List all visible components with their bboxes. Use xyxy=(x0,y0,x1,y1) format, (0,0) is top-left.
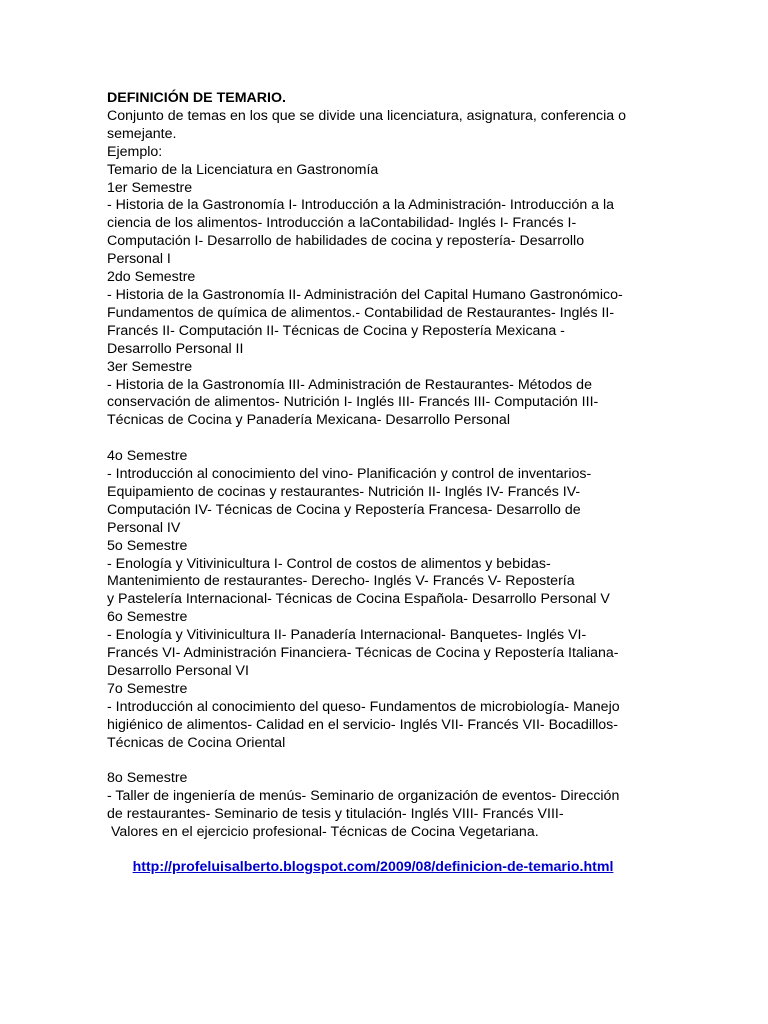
semester-line: conservación de alimentos- Nutrición I- Inglés III- Francés III- Computación III- xyxy=(107,394,599,411)
semester-heading: 4o Semestre xyxy=(107,448,188,465)
source-link-row xyxy=(107,859,639,877)
semester-line: Personal I xyxy=(107,251,171,268)
semester-line: Computación IV- Técnicas de Cocina y Repostería Francesa- Desarrollo de xyxy=(107,501,581,518)
blank-line xyxy=(107,430,667,448)
semester-heading: 3er Semestre xyxy=(107,358,193,375)
document-title: DEFINICIÓN DE TEMARIO. xyxy=(107,90,286,106)
source-link[interactable]: http://profeluisalberto.blogspot.com/2009/08/definicion-de-temario.html xyxy=(132,859,614,876)
semester-line: de restaurantes- Seminario de tesis y titulación- Inglés VIII- Francés VIII- xyxy=(107,806,564,823)
semester-line: Valores en el ejercicio profesional- Técnicas de Cocina Vegetariana. xyxy=(107,824,539,841)
definition-line: Conjunto de temas en los que se divide una licenciatura, asignatura, conferencia o xyxy=(107,107,626,124)
semester-line: y Pastelería Internacional- Técnicas de Cocina Española- Desarrollo Personal V xyxy=(107,591,610,608)
semester-heading: 5o Semestre xyxy=(107,537,188,554)
semester-heading: 1er Semestre xyxy=(107,179,193,196)
document-page xyxy=(107,90,667,877)
semester-line: - Historia de la Gastronomía II- Administración del Capital Humano Gastronómico- xyxy=(107,286,623,303)
definition-line: semejante. xyxy=(107,125,177,142)
example-title: Temario de la Licenciatura en Gastronomía xyxy=(107,161,379,178)
semester-line: - Historia de la Gastronomía I- Introducción a la Administración- Introducción a la xyxy=(107,197,615,214)
semester-line: Francés II- Computación II- Técnicas de Cocina y Repostería Mexicana - xyxy=(107,322,565,339)
semester-heading: 8o Semestre xyxy=(107,770,188,787)
semester-line: Desarrollo Personal VI xyxy=(107,662,249,679)
semester-line: Técnicas de Cocina Oriental xyxy=(107,734,286,751)
semester-line: - Enología y Vitivinicultura II- Panadería Internacional- Banquetes- Inglés VI- xyxy=(107,627,587,644)
semester-line: Francés VI- Administración Financiera- Técnicas de Cocina y Repostería Italiana- xyxy=(107,645,619,662)
semester-line: Computación I- Desarrollo de habilidades de cocina y repostería- Desarrollo xyxy=(107,233,585,250)
semester-heading: 6o Semestre xyxy=(107,609,188,626)
semester-line: Técnicas de Cocina y Panadería Mexicana- Desarrollo Personal xyxy=(107,412,510,429)
semester-line: - Historia de la Gastronomía III- Administración de Restaurantes- Métodos de xyxy=(107,376,592,393)
semester-line: - Introducción al conocimiento del queso- Fundamentos de microbiología- Manejo xyxy=(107,698,620,715)
semester-line: Personal IV xyxy=(107,519,181,536)
semester-line: - Enología y Vitivinicultura I- Control de costos de alimentos y bebidas- xyxy=(107,555,551,572)
semester-line: - Introducción al conocimiento del vino- Planificación y control de inventarios- xyxy=(107,466,592,483)
semester-line: - Taller de ingeniería de menús- Seminario de organización de eventos- Dirección xyxy=(107,788,620,805)
semester-heading: 7o Semestre xyxy=(107,680,188,697)
blank-line xyxy=(107,753,667,771)
example-label: Ejemplo: xyxy=(107,143,163,160)
semester-heading: 2do Semestre xyxy=(107,269,196,286)
semester-line: Desarrollo Personal II xyxy=(107,340,244,357)
semester-line: higiénico de alimentos- Calidad en el servicio- Inglés VII- Francés VII- Bocadillos- xyxy=(107,716,618,733)
semester-line: ciencia de los alimentos- Introducción a laContabilidad- Inglés I- Francés I- xyxy=(107,215,577,232)
semester-line: Equipamiento de cocinas y restaurantes- Nutrición II- Inglés IV- Francés IV- xyxy=(107,483,581,500)
semester-line: Mantenimiento de restaurantes- Derecho- Inglés V- Francés V- Repostería xyxy=(107,573,575,590)
semester-line: Fundamentos de química de alimentos.- Contabilidad de Restaurantes- Inglés II- xyxy=(107,304,615,321)
